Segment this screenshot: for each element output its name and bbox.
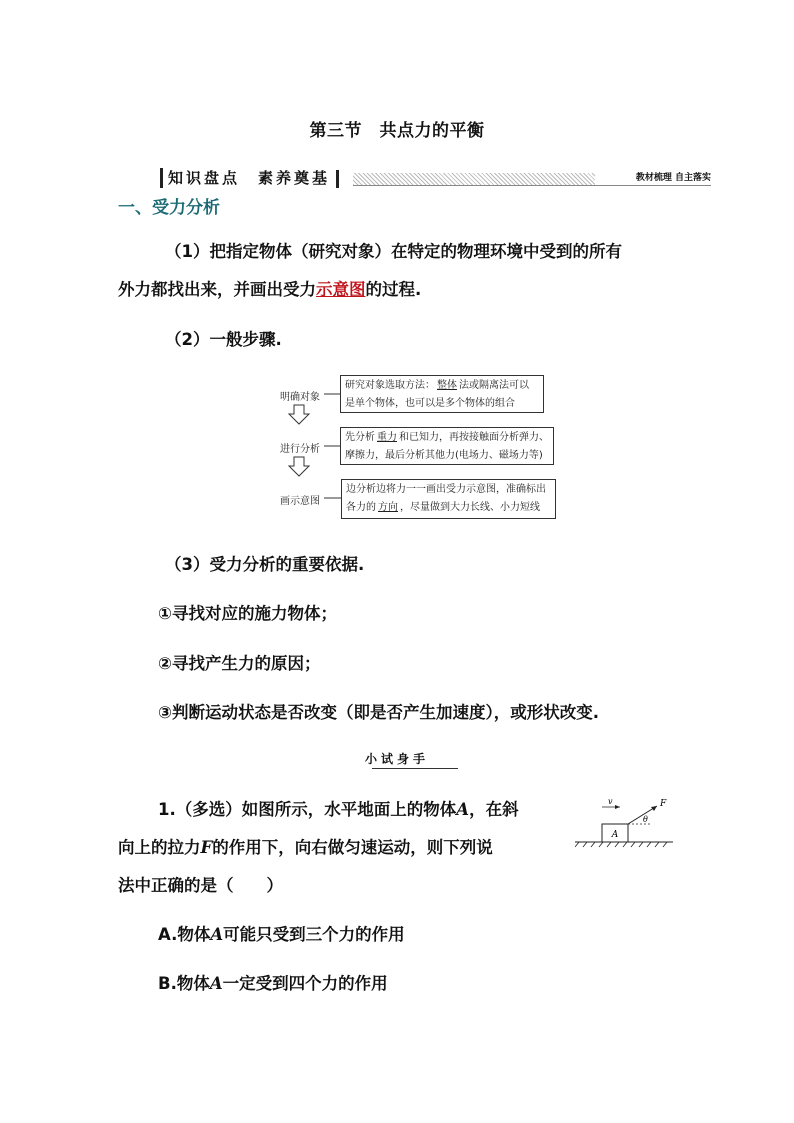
flow-step-1-text: 研究对象选取方法： (345, 380, 435, 391)
flow-step-3-box (341, 479, 556, 519)
option-a-var: A (210, 925, 224, 944)
flow-step-2-label: 进行分析 (280, 444, 320, 455)
force-arrowhead (651, 806, 657, 811)
flow-step-2-text-end: 和已知力，再按接触面分析弹力、 (399, 432, 549, 443)
paragraph-1-line-2 (118, 276, 421, 300)
question-text-1-end: ，在斜 (469, 800, 519, 819)
flow-step-3-blank: 方向 (378, 502, 398, 513)
flow-step-3-text: 各力的 (346, 502, 376, 513)
force-label: F (660, 799, 667, 809)
flow-step-1-line-2: 是单个物体，也可以是多个物体的组合 (345, 398, 515, 409)
flow-step-3-line-1: 边分析边将力一一画出受力示意图，准确标出 (346, 484, 546, 495)
option-b-var: A (209, 974, 223, 993)
practice-heading: 小试身手 (364, 752, 429, 766)
question-line-1 (158, 796, 519, 820)
question-var-a: A (456, 800, 470, 819)
angle-label: θ (643, 815, 648, 824)
option-a-text: 可能只受到三个力的作用 (223, 925, 405, 944)
flowchart (278, 374, 568, 524)
paragraph-3: （3）受力分析的重要依据. (165, 555, 365, 574)
flow-step-3-label: 画示意图 (280, 496, 320, 507)
paragraph-1-line-1: （1）把指定物体（研究对象）在特定的物理环境中受到的所有 (165, 242, 622, 261)
section-heading: 一、受力分析 (118, 198, 220, 218)
question-line-2 (118, 834, 493, 858)
flow-step-3-text-end: ，尽量做到大力长线、小力短线 (400, 502, 540, 513)
option-b-prefix: B.物体 (158, 974, 210, 993)
block-label: A (611, 830, 619, 840)
banner-subtitle: 教材梳理 自主落实 (595, 172, 713, 185)
flow-step-1-text-end: 法或隔离法可以 (459, 380, 529, 391)
block-force-figure (575, 795, 675, 855)
question-number: 1. (158, 800, 176, 819)
banner-title-text: 知识盘点 素养奠基 (168, 169, 331, 187)
paragraph-6: ③判断运动状态是否改变（即是否产生加速度），或形状改变. (158, 703, 599, 722)
paragraph-4: ①寻找对应的施力物体； (158, 604, 337, 623)
velocity-label: v (608, 797, 613, 806)
question-line-3: 法中正确的是（ ） (118, 876, 283, 895)
option-a-prefix: A.物体 (158, 925, 211, 944)
page-title: 第三节 共点力的平衡 (309, 121, 485, 141)
flow-step-2-text: 先分析 (345, 432, 375, 443)
paragraph-1-text: 外力都找出来，并画出受力 (118, 280, 316, 299)
down-arrow-icon (289, 405, 309, 424)
flow-step-1-blank: 整体 (437, 380, 457, 391)
option-b (158, 970, 388, 994)
flow-step-2-box (340, 427, 554, 465)
banner-title (160, 168, 339, 188)
question-text-2: 向上的拉力 (118, 838, 201, 857)
paragraph-1-end: 的过程. (365, 280, 422, 299)
question-text-2-end: 的作用下，向右做匀速运动，则下列说 (212, 838, 493, 857)
banner-separator (336, 170, 339, 188)
paragraph-5: ②寻找产生力的原因； (158, 654, 321, 673)
paragraph-2: （2）一般步骤. (165, 330, 282, 349)
velocity-arrowhead (615, 805, 620, 809)
highlight-term: 示意图 (316, 280, 366, 299)
practice-heading-rule (372, 768, 458, 769)
option-b-text: 一定受到四个力的作用 (222, 974, 388, 993)
ground-hatching (575, 842, 667, 847)
flow-step-2-blank: 重力 (377, 432, 397, 443)
flow-step-1-label: 明确对象 (280, 392, 320, 403)
down-arrow-icon (289, 457, 309, 476)
flow-step-2-line-2: 摩擦力，最后分析其他力(电场力、磁场力等) (345, 450, 543, 461)
flow-step-1-box (340, 375, 544, 413)
question-text-1: （多选）如图所示，水平地面上的物体 (175, 800, 457, 819)
option-a (158, 921, 405, 945)
question-var-f: F (200, 838, 213, 857)
